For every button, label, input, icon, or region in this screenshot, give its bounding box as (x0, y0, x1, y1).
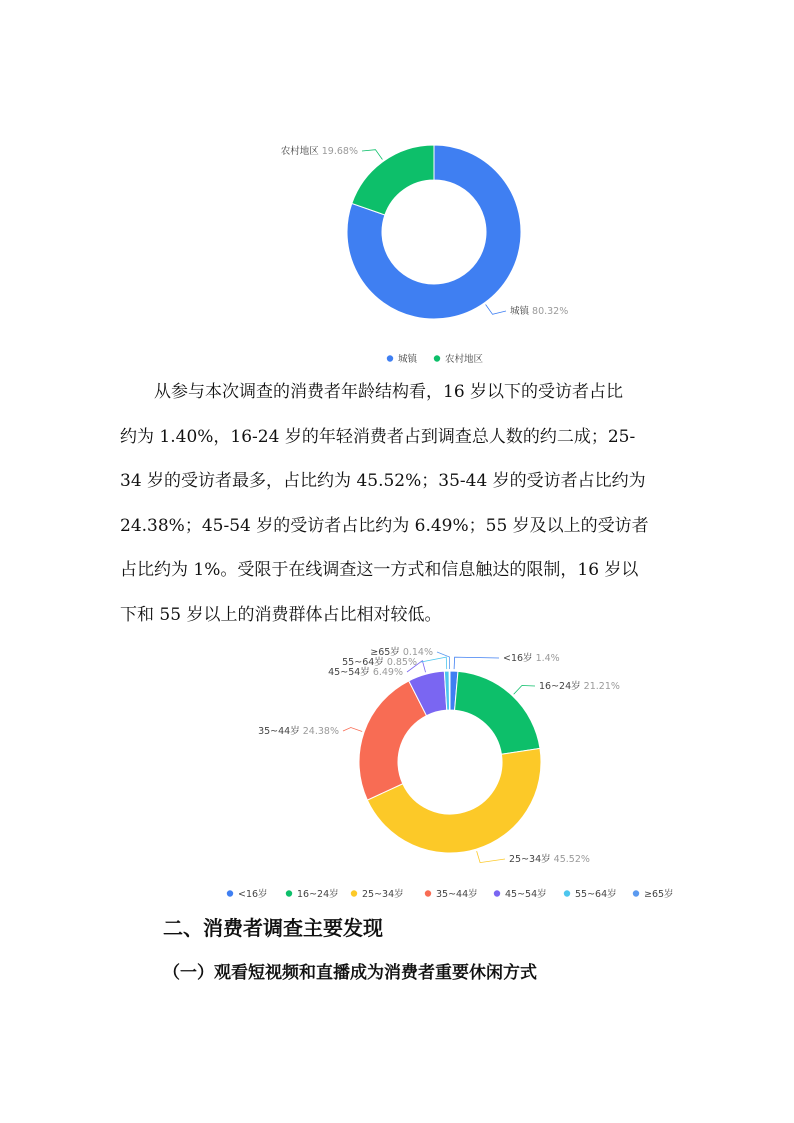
paragraph-line: 34 岁的受访者最多，占比约为 45.52%；35-44 岁的受访者占比约为 (120, 471, 646, 491)
label-value: 45.52% (553, 854, 590, 865)
label-name: 城镇 (510, 306, 533, 317)
legend-label: 35~44岁 (436, 889, 478, 900)
legend-item-gte65 (633, 888, 674, 900)
paragraph-line: 下和 55 岁以上的消费群体占比相对较低。 (120, 604, 442, 625)
leader-line-lt16 (454, 657, 499, 669)
legend-marker (227, 890, 233, 896)
legend-item-25-34 (351, 888, 404, 900)
label-lt16 (503, 652, 560, 664)
label-value: 24.38% (302, 726, 339, 737)
label-16-24 (539, 680, 620, 692)
legend-marker (434, 355, 440, 361)
label-gte65 (370, 646, 433, 658)
legend-marker (387, 355, 393, 361)
leader-line-25-34 (477, 851, 505, 862)
legend-label: 城镇 (398, 354, 418, 365)
legend-label: 农村地区 (445, 354, 484, 365)
leader-line-55-64 (421, 657, 447, 669)
label-value: 21.21% (583, 681, 620, 692)
slice-gte65 (449, 671, 450, 710)
legend-label: 16~24岁 (297, 889, 339, 900)
label-name: <16岁 (503, 653, 536, 664)
age-structure-paragraph (120, 370, 676, 637)
label-value: 0.14% (402, 647, 433, 658)
legend-marker (564, 890, 570, 896)
label-name: ≥65岁 (370, 647, 403, 658)
legend-item-urban (387, 353, 419, 365)
label-value: 6.49% (372, 667, 403, 678)
label-urban (510, 305, 568, 317)
slice-35-44 (359, 681, 426, 800)
label-value: 19.68% (321, 146, 358, 157)
legend-label: ≥65岁 (644, 889, 674, 900)
legend-label: 25~34岁 (362, 889, 404, 900)
residence-donut-chart (0, 128, 794, 368)
label-name: 45~54岁 (328, 667, 373, 678)
legend-item-35-44 (425, 888, 478, 900)
legend-marker (633, 890, 639, 896)
leader-line-rural (362, 150, 382, 160)
leader-line-35-44 (343, 728, 362, 732)
label-value: 0.85% (386, 657, 417, 668)
label-rural (281, 145, 358, 157)
leader-line-gte65 (437, 652, 450, 669)
age-donut-svg (0, 640, 794, 905)
residence-donut-svg (0, 128, 794, 368)
paragraph-line: 约为 1.40%，16-24 岁的年轻消费者占到调查总人数的约二成；25- (120, 426, 636, 447)
legend-item-lt16 (227, 888, 268, 900)
legend-label: <16岁 (238, 889, 268, 900)
label-name: 35~44岁 (258, 726, 303, 737)
label-value: 1.4% (535, 653, 560, 664)
legend-marker (286, 890, 292, 896)
label-name: 农村地区 (280, 146, 322, 157)
label-name: 55~64岁 (342, 657, 387, 668)
legend-item-16-24 (286, 888, 339, 900)
legend-item-55-64 (564, 888, 617, 900)
subsection-heading: （一）观看短视频和直播成为消费者重要休闲方式 (163, 963, 537, 983)
leader-line-urban (486, 305, 506, 315)
age-donut-chart (0, 640, 794, 905)
label-25-34 (509, 853, 590, 865)
paragraph-line: 占比约为 1%。受限于在线调查这一方式和信息触达的限制，16 岁以 (120, 560, 639, 580)
leader-line-16-24 (514, 685, 535, 694)
legend-marker (351, 890, 357, 896)
legend-item-rural (434, 353, 484, 365)
legend-marker (425, 890, 431, 896)
section-heading: 二、消费者调查主要发现 (163, 916, 383, 940)
label-value: 80.32% (532, 306, 569, 317)
legend-label: 55~64岁 (575, 889, 617, 900)
label-name: 16~24岁 (539, 681, 584, 692)
paragraph-line: 从参与本次调查的消费者年龄结构看，16 岁以下的受访者占比 (154, 382, 624, 402)
paragraph-line: 24.38%；45-54 岁的受访者占比约为 6.49%；55 岁及以上的受访者 (120, 515, 649, 536)
legend-marker (494, 890, 500, 896)
legend-label: 45~54岁 (505, 889, 547, 900)
label-35-44 (258, 725, 339, 737)
slice-rural (352, 145, 434, 215)
label-name: 25~34岁 (509, 854, 554, 865)
legend-item-45-54 (494, 888, 547, 900)
slice-16-24 (455, 671, 540, 754)
